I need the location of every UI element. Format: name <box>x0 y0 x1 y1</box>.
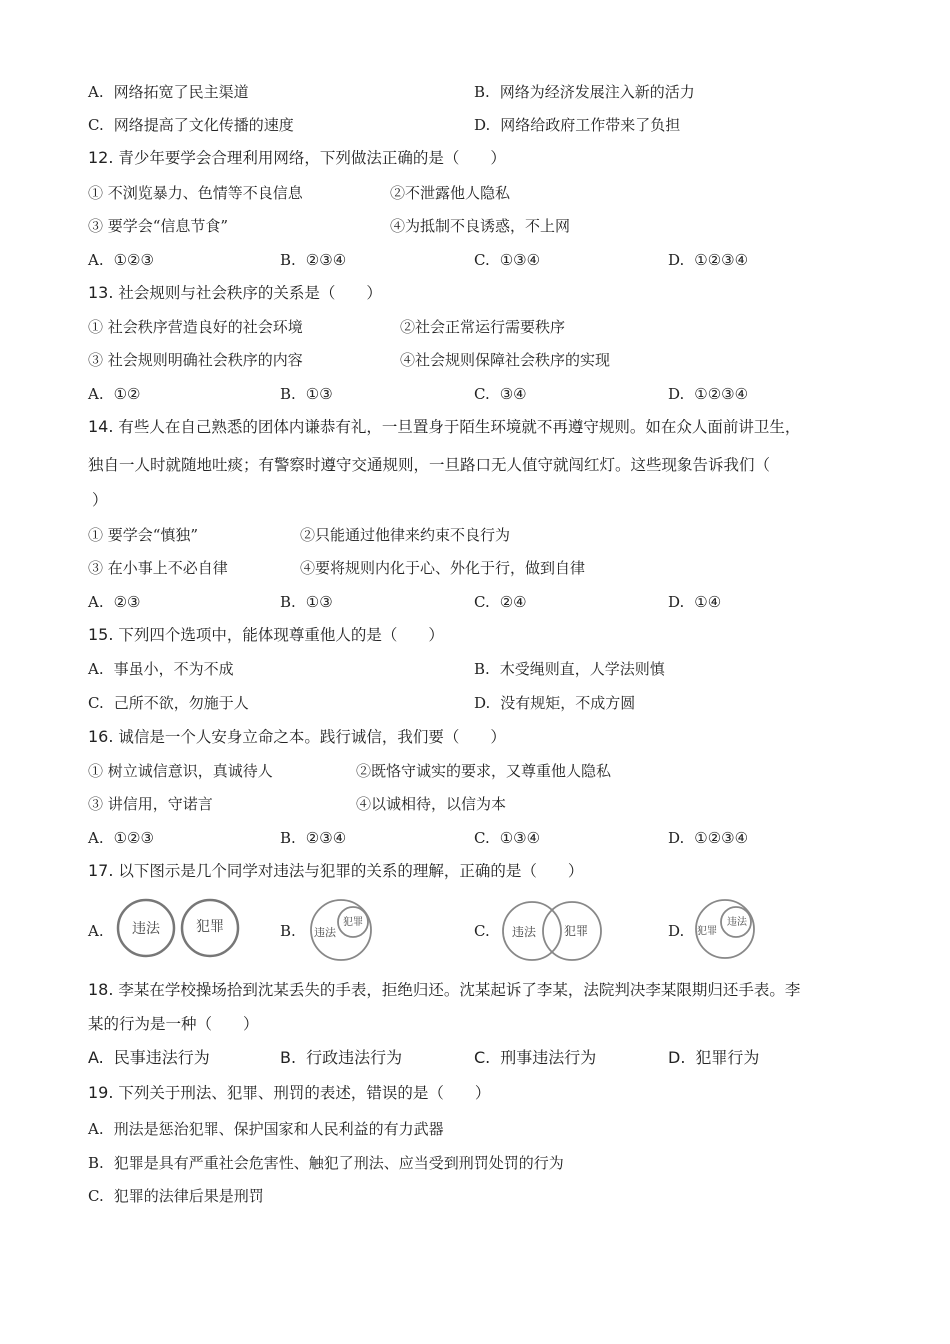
q15-option-b[interactable] <box>474 659 665 679</box>
q12-option-a[interactable] <box>88 250 154 270</box>
question-number: 12. <box>88 148 114 167</box>
q17-option-b-label[interactable]: B. <box>280 922 296 940</box>
q17-option-d-label[interactable]: D. <box>668 922 685 940</box>
option-label: C. <box>88 116 104 134</box>
option-label: A. <box>88 83 104 101</box>
q17-option-a-diagram[interactable] <box>112 898 244 964</box>
option-text: ②③④ <box>305 251 347 269</box>
option-text: 网络提高了文化传播的速度 <box>113 116 294 134</box>
q14-statement-3: ③ 在小事上不必自律 <box>88 559 228 577</box>
q12-option-d[interactable] <box>668 250 748 270</box>
q12-statement-1: ① 不浏览暴力、色情等不良信息 <box>88 184 303 202</box>
q12-statement-3: ③ 要学会“信息节食” <box>88 217 229 235</box>
q17-option-b-diagram[interactable] <box>305 898 381 962</box>
option-text: 民事违法行为 <box>113 1048 210 1067</box>
option-label: B. <box>474 660 490 678</box>
q16-option-c[interactable] <box>474 828 540 848</box>
q18-stem <box>88 980 800 1000</box>
option-label: C. <box>88 694 104 712</box>
q14-stem <box>88 417 800 437</box>
q13-stem <box>88 283 382 303</box>
option-text: ①③ <box>305 385 333 403</box>
q14-option-a[interactable] <box>88 592 141 612</box>
question-text: 李某在学校操场拾到沈某丢失的手表，拒绝归还。沈某起诉了李某，法院判决李某限期归还手表。李 <box>118 981 801 999</box>
q14-stem-line2: 独自一人时就随地吐痰；有警察时遵守交通规则，一旦路口无人值守就闯红灯。这些现象告诉我们（ <box>88 456 771 474</box>
q13-statement-4: ④社会规则保障社会秩序的实现 <box>400 351 611 369</box>
q16-statement-4: ④以诚相待，以信为本 <box>356 795 507 813</box>
venn-label-inner: 犯罪 <box>343 917 363 928</box>
option-label: C. <box>474 829 490 847</box>
option-text: 行政违法行为 <box>306 1048 403 1067</box>
option-label: B. <box>88 1154 104 1172</box>
venn-label-right: 犯罪 <box>563 924 589 938</box>
q18-option-c[interactable] <box>474 1048 596 1068</box>
option-text: 木受绳则直，人学法则慎 <box>499 660 665 678</box>
option-label: D. <box>474 694 491 712</box>
venn-label-outer: 违法 <box>314 926 336 939</box>
q18-option-a[interactable] <box>88 1048 210 1068</box>
option-text: 网络为经济发展注入新的活力 <box>499 83 695 101</box>
option-label: B. <box>280 1048 297 1067</box>
q14-statement-1: ① 要学会“慎独” <box>88 526 199 544</box>
q16-option-d[interactable] <box>668 828 748 848</box>
q13-option-b[interactable] <box>280 384 333 404</box>
option-text: 犯罪的法律后果是刑罚 <box>113 1187 264 1205</box>
option-text: ①③④ <box>499 251 541 269</box>
option-label: A. <box>88 1048 104 1067</box>
q13-option-a[interactable] <box>88 384 141 404</box>
question-text: 有些人在自己熟悉的团体内谦恭有礼，一旦置身于陌生环境就不再遵守规则。如在众人面前讲卫生， <box>118 418 801 436</box>
option-label: D. <box>668 829 685 847</box>
q11-option-a[interactable] <box>88 82 249 102</box>
q13-option-d[interactable] <box>668 384 748 404</box>
q15-option-d[interactable] <box>474 693 635 713</box>
venn-label-right: 犯罪 <box>196 919 224 935</box>
question-text: 下列四个选项中，能体现尊重他人的是（ ） <box>118 626 444 644</box>
option-text: ①④ <box>694 593 722 611</box>
q11-option-d[interactable] <box>474 115 680 135</box>
option-text: ③④ <box>499 385 527 403</box>
option-label: C. <box>474 593 490 611</box>
option-label: C. <box>474 1048 491 1067</box>
question-text: 社会规则与社会秩序的关系是（ ） <box>118 284 382 302</box>
q13-statement-1: ① 社会秩序营造良好的社会环境 <box>88 318 303 336</box>
option-label: A. <box>88 1120 104 1138</box>
option-text: ①③ <box>305 593 333 611</box>
q16-option-b[interactable] <box>280 828 346 848</box>
q19-option-c[interactable] <box>88 1186 264 1206</box>
venn-label-outer: 犯罪 <box>697 926 717 937</box>
question-number: 15. <box>88 625 114 644</box>
q12-option-b[interactable] <box>280 250 346 270</box>
q14-statement-2: ②只能通过他律来约束不良行为 <box>300 526 511 544</box>
option-text: 网络拓宽了民主渠道 <box>113 83 249 101</box>
question-number: 13. <box>88 283 114 302</box>
q17-option-c-diagram[interactable] <box>500 898 604 962</box>
q19-option-b[interactable] <box>88 1153 564 1173</box>
option-label: B. <box>280 385 296 403</box>
option-label: C. <box>88 1187 104 1205</box>
q12-stem <box>88 148 506 168</box>
option-label: D. <box>668 1048 686 1067</box>
q18-option-b[interactable] <box>280 1048 402 1068</box>
option-label: A. <box>88 660 104 678</box>
q18-option-d[interactable] <box>668 1048 759 1068</box>
question-text: 诚信是一个人安身立命之本。践行诚信，我们要（ ） <box>118 728 506 746</box>
q12-statement-4: ④为抵制不良诱惑，不上网 <box>390 217 571 235</box>
q14-statement-4: ④要将规则内化于心、外化于行，做到自律 <box>300 559 586 577</box>
q14-option-d[interactable] <box>668 592 721 612</box>
option-label: A. <box>88 829 104 847</box>
q17-option-d-diagram[interactable] <box>692 898 760 962</box>
q13-statement-3: ③ 社会规则明确社会秩序的内容 <box>88 351 303 369</box>
option-text: ①② <box>113 385 141 403</box>
question-number: 18. <box>88 980 114 999</box>
option-text: ①②③ <box>113 251 154 269</box>
q15-option-a[interactable] <box>88 659 234 679</box>
q16-stem <box>88 727 506 747</box>
option-text: 网络给政府工作带来了负担 <box>500 116 681 134</box>
question-number: 14. <box>88 417 114 436</box>
q14-option-c[interactable] <box>474 592 527 612</box>
option-text: ②④ <box>499 593 527 611</box>
q19-option-a[interactable] <box>88 1119 444 1139</box>
option-text: ①③④ <box>499 829 541 847</box>
option-text: ②③④ <box>305 829 347 847</box>
q14-stem-line3: ） <box>92 491 108 509</box>
q12-option-c[interactable] <box>474 250 540 270</box>
q17-option-a-label[interactable]: A. <box>88 922 104 940</box>
option-label: B. <box>474 83 490 101</box>
q13-statement-2: ②社会正常运行需要秩序 <box>400 318 566 336</box>
option-text: 犯罪行为 <box>695 1048 760 1067</box>
question-number: 16. <box>88 727 114 746</box>
question-text: 青少年要学会合理利用网络，下列做法正确的是（ ） <box>118 149 506 167</box>
option-text: ①②③④ <box>694 251 749 269</box>
option-label: A. <box>88 385 104 403</box>
option-label: D. <box>668 593 685 611</box>
option-text: ①②③④ <box>694 385 749 403</box>
q14-option-b[interactable] <box>280 592 333 612</box>
venn-label-inner: 违法 <box>727 917 747 928</box>
option-text: 没有规矩，不成方圆 <box>500 694 636 712</box>
q16-statement-3: ③ 讲信用，守诺言 <box>88 795 213 813</box>
venn-label-left: 违法 <box>132 921 160 937</box>
question-number: 19. <box>88 1083 114 1102</box>
option-label: A. <box>88 251 104 269</box>
option-text: ①②③④ <box>694 829 749 847</box>
q12-statement-2: ②不泄露他人隐私 <box>390 184 511 202</box>
q13-option-c[interactable] <box>474 384 527 404</box>
option-text: ①②③ <box>113 829 154 847</box>
option-text: 刑事违法行为 <box>500 1048 597 1067</box>
q16-statement-2: ②既恪守诚实的要求，又尊重他人隐私 <box>356 762 612 780</box>
option-text: 刑法是惩治犯罪、保护国家和人民利益的有力武器 <box>113 1120 444 1138</box>
q16-statement-1: ① 树立诚信意识，真诚待人 <box>88 762 273 780</box>
option-label: D. <box>668 251 685 269</box>
option-label: B. <box>280 829 296 847</box>
question-text: 下列关于刑法、犯罪、刑罚的表述，错误的是（ ） <box>118 1084 491 1102</box>
option-label: A. <box>88 593 104 611</box>
option-label: C. <box>474 385 490 403</box>
q15-stem <box>88 625 444 645</box>
q16-option-a[interactable] <box>88 828 154 848</box>
q18-stem-line2: 某的行为是一种（ ） <box>88 1015 259 1033</box>
q11-option-c[interactable] <box>88 115 294 135</box>
q19-stem <box>88 1083 490 1103</box>
option-label: B. <box>280 593 296 611</box>
q17-stem <box>88 861 583 881</box>
option-text: 己所不欲，勿施于人 <box>113 694 249 712</box>
question-number: 17. <box>88 861 114 880</box>
option-text: ②③ <box>113 593 141 611</box>
option-text: 犯罪是具有严重社会危害性、触犯了刑法、应当受到刑罚处罚的行为 <box>113 1154 564 1172</box>
q11-option-b[interactable] <box>474 82 695 102</box>
option-label: B. <box>280 251 296 269</box>
option-text: 事虽小，不为不成 <box>113 660 234 678</box>
q15-option-c[interactable] <box>88 693 249 713</box>
option-label: C. <box>474 251 490 269</box>
q17-option-c-label[interactable]: C. <box>474 922 490 940</box>
option-label: D. <box>668 385 685 403</box>
question-text: 以下图示是几个同学对违法与犯罪的关系的理解，正确的是（ ） <box>118 862 584 880</box>
venn-label-left: 违法 <box>511 925 537 939</box>
option-label: D. <box>474 116 491 134</box>
